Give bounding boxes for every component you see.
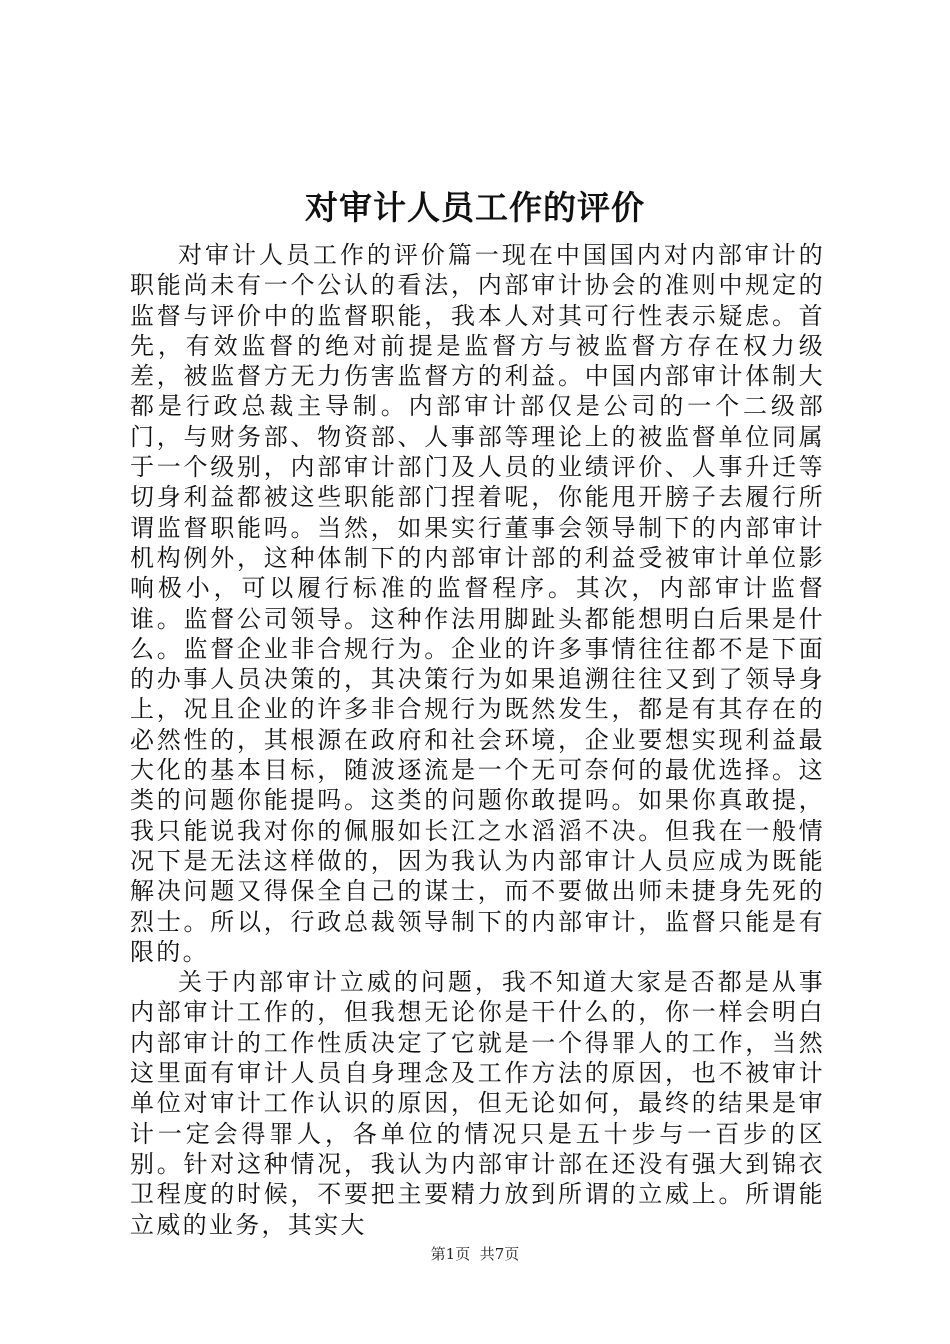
- document-body: [130, 240, 825, 1240]
- paragraph-1: 对审计人员工作的评价篇一现在中国国内对内部审计的职能尚未有一个公认的看法，内部审计协会的准则中规定的监督与评价中的监督职能，我本人对其可行性表示疑虑。首先，有效监督的绝对前提是监督方与被监督方存在权力级差，被监督方无力伤害监督方的利益。中国内部审计体制大都是行政总裁主导制。内部审计部仅是公司的一个二级部门，与财务部、物资部、人事部等理论上的被监督单位同属于一个级别，内部审计部门及人员的业绩评价、人事升迁等切身利益都被这些职能部门捏着呢，你能甩开膀子去履行所谓监督职能吗。当然，如果实行董事会领导制下的内部审计机构例外，这种体制下的内部审计部的利益受被审计单位影响极小，可以履行标准的监督程序。其次，内部审计监督谁。监督公司领导。这种作法用脚趾头都能想明白后果是什么。监督企业非合规行为。企业的许多事情往往都不是下面的办事人员决策的，其决策行为如果追溯往往又到了领导身上，况且企业的许多非合规行为既然发生，都是有其存在的必然性的，其根源在政府和社会环境，企业要想实现利益最大化的基本目标，随波逐流是一个无可奈何的最优选择。这类的问题你能提吗。这类的问题你敢提吗。如果你真敢提，我只能说我对你的佩服如长江之水滔滔不决。但我在一般情况下是无法这样做的，因为我认为内部审计人员应成为既能解决问题又得保全自己的谋士，而不要做出师未捷身先死的烈士。所以，行政总裁领导制下的内部审计，监督只能是有限的。: [130, 241, 825, 966]
- page-footer: [0, 1244, 950, 1264]
- page-number: 第1页: [430, 1245, 471, 1263]
- document-title: 对审计人员工作的评价: [305, 188, 645, 227]
- footer-gap: [470, 1245, 480, 1263]
- total-pages: 共7页: [479, 1245, 520, 1263]
- paragraph-2: 关于内部审计立威的问题，我不知道大家是否都是从事内部审计工作的，但我想无论你是干什么的，你一样会明白内部审计的工作性质决定了它就是一个得罪人的工作，当然这里面有审计人员自身理念及工作方法的原因，也不被审计单位对审计工作认识的原因，但无论如何，最终的结果是审计一定会得罪人，各单位的情况只是五十步与一百步的区别。针对这种情况，我认为内部审计部在还没有强大到锦衣卫程度的时候，不要把主要精力放到所谓的立威上。所谓能立威的业务，其实大: [130, 968, 825, 1239]
